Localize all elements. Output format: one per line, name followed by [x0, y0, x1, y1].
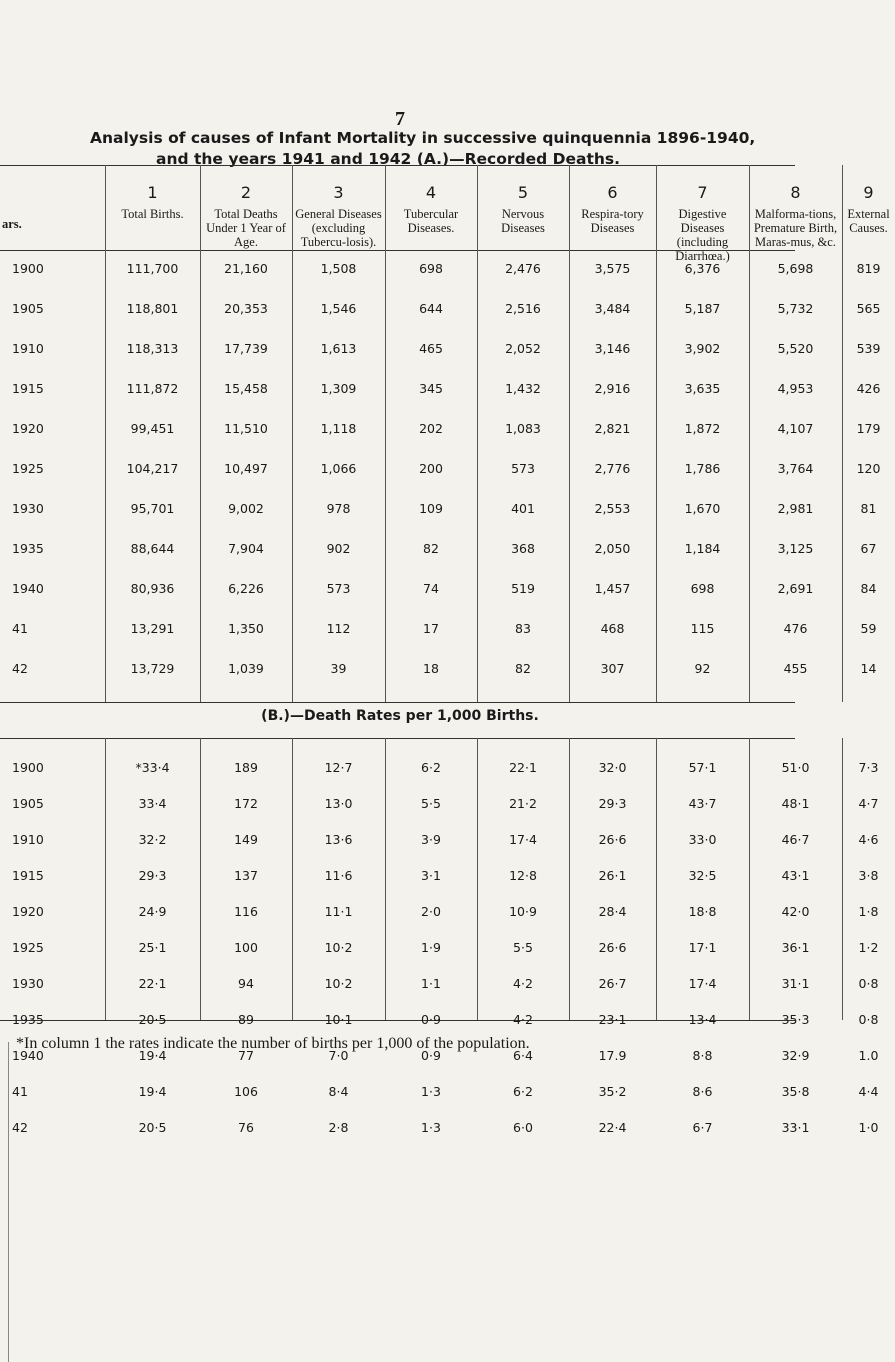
table-cell: 35·8: [781, 1084, 810, 1099]
table-cell: 18·8: [688, 904, 717, 919]
table-cell: 59: [860, 621, 877, 636]
table-cell: 74: [423, 581, 439, 596]
death-rates-subtitle: (B.)—Death Rates per 1,000 Births.: [261, 708, 539, 724]
table-cell: 2,516: [505, 301, 541, 316]
table-cell: 11·1: [324, 904, 353, 919]
table-cell: 13,729: [130, 661, 175, 676]
table-cell: 10·9: [509, 904, 537, 919]
table-cell: 36·1: [781, 940, 810, 955]
table-cell: 1.0: [858, 1048, 879, 1063]
table-cell: 5,520: [777, 341, 814, 356]
table-cell: 32·9: [781, 1048, 810, 1063]
column-header: Digestive Diseases (including Diarrhœa.): [675, 207, 730, 263]
table-cell: 20,353: [224, 301, 268, 316]
table-cell: 2,050: [594, 541, 631, 556]
row-year: 1900: [12, 760, 44, 775]
table-cell: 4·2: [513, 976, 533, 991]
table-cell: 51·0: [781, 760, 810, 775]
table-cell: 476: [783, 621, 808, 636]
table-cell: 6·2: [513, 1084, 533, 1099]
table-cell: 77: [238, 1048, 254, 1063]
table-cell: 32·2: [138, 832, 167, 847]
table-cell: 18: [423, 661, 439, 676]
table-cell: 2,776: [594, 461, 631, 476]
table-cell: 1,546: [320, 301, 357, 316]
table-cell: 3,125: [777, 541, 814, 556]
table-cell: 179: [856, 421, 881, 436]
table-cell: 1·3: [421, 1120, 441, 1135]
table-cell: 3,146: [594, 341, 631, 356]
table-cell: 118,313: [126, 341, 179, 356]
table-cell: 1,309: [320, 381, 357, 396]
table-cell: 82: [515, 661, 531, 676]
table-cell: 12·7: [324, 760, 353, 775]
table-cell: 22·4: [598, 1120, 627, 1135]
table-cell: 111,872: [126, 381, 179, 396]
table-cell: 401: [511, 501, 535, 516]
table-cell: 2·8: [328, 1120, 349, 1135]
table-cell: 99,451: [130, 421, 175, 436]
table-cell: 13·4: [688, 1012, 717, 1027]
footnote: *In column 1 the rates indicate the number of births per 1,000 of the population.: [16, 1035, 530, 1052]
table-cell: 0·8: [858, 1012, 879, 1027]
table-cell: 5,187: [684, 301, 721, 316]
table-cell: 0·9: [421, 1048, 441, 1063]
table-cell: 6·2: [421, 760, 441, 775]
table-cell: 2·0: [421, 904, 441, 919]
table-cell: 4·6: [858, 832, 879, 847]
column-header: Total Deaths Under 1 Year of Age.: [206, 207, 286, 249]
table-a-top-rule: [0, 165, 795, 166]
table-cell: 3·8: [858, 868, 879, 883]
table-cell: 7·3: [858, 760, 879, 775]
table-cell: 76: [238, 1120, 254, 1135]
table-cell: 2,981: [777, 501, 814, 516]
column-number: 6: [607, 183, 618, 202]
table-cell: 92: [694, 661, 711, 676]
table-cell: 8·4: [328, 1084, 349, 1099]
column-header: Nervous Diseases: [501, 207, 545, 235]
table-cell: 1·2: [858, 940, 879, 955]
row-year: 1920: [12, 421, 44, 436]
table-cell: 84: [860, 581, 877, 596]
table-cell: 106: [234, 1084, 258, 1099]
table-cell: 519: [511, 581, 535, 596]
table-cell: 1,039: [228, 661, 264, 676]
table-cell: 3,635: [684, 381, 721, 396]
table-cell: 67: [860, 541, 877, 556]
table-cell: 13,291: [130, 621, 175, 636]
table-cell: 9,002: [228, 501, 264, 516]
table-cell: 200: [419, 461, 443, 476]
table-cell: 14: [860, 661, 877, 676]
table-cell: 1,083: [505, 421, 541, 436]
table-cell: 2,691: [777, 581, 814, 596]
column-header: Tubercular Diseases.: [403, 207, 459, 235]
table-cell: 32·0: [598, 760, 627, 775]
table-cell: 43·1: [781, 868, 810, 883]
table-cell: 104,217: [126, 461, 179, 476]
row-year: 41: [12, 621, 28, 636]
table-cell: 111,700: [126, 261, 179, 276]
table-cell: 46·7: [781, 832, 810, 847]
table-cell: 6,226: [228, 581, 264, 596]
table-cell: 1,184: [684, 541, 721, 556]
table-cell: 644: [419, 301, 443, 316]
column-number: 2: [240, 183, 252, 202]
table-cell: 426: [856, 381, 881, 396]
table-cell: 902: [326, 541, 351, 556]
column-header: Malforma-tions, Premature Birth, Maras-mus, &c.: [753, 207, 838, 249]
table-cell: 345: [419, 381, 443, 396]
table-cell: 17: [423, 621, 439, 636]
table-cell: 19·4: [138, 1048, 167, 1063]
table-cell: 6,376: [684, 261, 721, 276]
row-year: 42: [12, 1120, 28, 1135]
table-cell: 28·4: [598, 904, 627, 919]
table-cell: 4,953: [777, 381, 814, 396]
left-margin-line: [8, 1042, 9, 1362]
table-cell: 19·4: [138, 1084, 167, 1099]
table-cell: 10·1: [324, 1012, 353, 1027]
table-cell: 0·8: [858, 976, 879, 991]
row-year: 1915: [12, 868, 44, 883]
table-cell: 17·4: [509, 832, 537, 847]
table-cell: 94: [238, 976, 254, 991]
table-cell: 3,902: [684, 341, 721, 356]
table-cell: 455: [783, 661, 808, 676]
row-year: 1900: [12, 261, 44, 276]
table-cell: 698: [419, 261, 443, 276]
table-cell: 80,936: [130, 581, 175, 596]
table-cell: 1·8: [858, 904, 879, 919]
table-cell: 115: [690, 621, 715, 636]
table-cell: 4·2: [513, 1012, 533, 1027]
row-year: 1940: [12, 581, 44, 596]
table-cell: 3,575: [594, 261, 631, 276]
table-cell: 17.9: [598, 1048, 627, 1063]
table-cell: 88,644: [130, 541, 175, 556]
table-cell: 1,066: [320, 461, 357, 476]
table-cell: 3·1: [421, 868, 441, 883]
table-cell: 29·3: [138, 868, 167, 883]
year-column-header: ars.: [2, 217, 22, 231]
table-cell: 1·9: [421, 940, 441, 955]
table-cell: 26·6: [598, 940, 627, 955]
table-cell: 149: [234, 832, 258, 847]
table-cell: 17,739: [224, 341, 268, 356]
row-year: 42: [12, 661, 28, 676]
table-cell: 42·0: [781, 904, 810, 919]
row-year: 1935: [12, 541, 44, 556]
table-cell: 10,497: [224, 461, 268, 476]
table-cell: 17·1: [688, 940, 717, 955]
row-year: 1905: [12, 301, 44, 316]
row-year: 1920: [12, 904, 44, 919]
table-cell: 4·4: [858, 1084, 879, 1099]
table-cell: 5,732: [777, 301, 814, 316]
page-title: [90, 128, 770, 170]
row-year: 1925: [12, 940, 44, 955]
table-cell: 1,786: [684, 461, 721, 476]
table-cell: 35·2: [598, 1084, 627, 1099]
table-cell: 10·2: [324, 940, 353, 955]
table-cell: 15,458: [224, 381, 268, 396]
table-cell: 118,801: [126, 301, 179, 316]
table-cell: 0·9: [421, 1012, 441, 1027]
table-cell: 48·1: [781, 796, 810, 811]
table-cell: 109: [419, 501, 443, 516]
table-cell: 33·1: [781, 1120, 810, 1135]
table-cell: 6·4: [513, 1048, 533, 1063]
table-cell: 21,160: [224, 261, 268, 276]
column-header: General Diseases (excluding Tubercu-losis).: [295, 207, 382, 249]
table-cell: 57·1: [688, 760, 717, 775]
table-cell: 20·5: [138, 1012, 167, 1027]
table-cell: 468: [600, 621, 625, 636]
table-cell: 95,701: [130, 501, 175, 516]
table-cell: 33·4: [138, 796, 167, 811]
table-cell: 4·7: [858, 796, 879, 811]
table-cell: 5,698: [777, 261, 814, 276]
table-cell: 82: [423, 541, 439, 556]
table-cell: 23·1: [598, 1012, 627, 1027]
table-cell: 43·7: [688, 796, 717, 811]
table-cell: 13·0: [324, 796, 353, 811]
table-cell: 539: [856, 341, 881, 356]
table-cell: 565: [856, 301, 881, 316]
table-cell: 2,553: [594, 501, 631, 516]
table-cell: 35·3: [781, 1012, 810, 1027]
table-cell: 1,872: [684, 421, 721, 436]
table-cell: 26·7: [598, 976, 627, 991]
row-year: 1915: [12, 381, 44, 396]
row-year: 1940: [12, 1048, 44, 1063]
table-cell: 83: [515, 621, 531, 636]
table-cell: 6·7: [692, 1120, 713, 1135]
table-cell: 25·1: [138, 940, 167, 955]
column-header: External Causes.: [847, 207, 890, 235]
table-cell: 20·5: [138, 1120, 167, 1135]
table-cell: 8·6: [692, 1084, 713, 1099]
column-number: 7: [697, 183, 708, 202]
table-cell: 11·6: [324, 868, 353, 883]
table-cell: 7·0: [328, 1048, 349, 1063]
table-cell: 32·5: [688, 868, 717, 883]
table-cell: *33·4: [135, 760, 170, 775]
table-cell: 31·1: [781, 976, 810, 991]
table-cell: 21·2: [509, 796, 537, 811]
table-cell: 22·1: [509, 760, 537, 775]
table-cell: 1,457: [594, 581, 631, 596]
row-year: 1925: [12, 461, 44, 476]
table-cell: 4,107: [777, 421, 814, 436]
row-year: 1935: [12, 1012, 44, 1027]
column-number: 3: [333, 183, 344, 202]
column-number: 4: [425, 183, 437, 202]
table-cell: 465: [419, 341, 443, 356]
column-number: 9: [863, 183, 874, 202]
table-cell: 1,670: [684, 501, 721, 516]
table-cell: 2,916: [594, 381, 631, 396]
table-cell: 12·8: [509, 868, 537, 883]
table-cell: 24·9: [138, 904, 167, 919]
row-year: 41: [12, 1084, 28, 1099]
table-cell: 1,350: [228, 621, 264, 636]
title-line-2: and the years 1941 and 1942 (A.)—Recorded Deaths.: [156, 150, 621, 168]
table-cell: 3,764: [777, 461, 814, 476]
table-cell: 202: [419, 421, 443, 436]
table-cell: 26·1: [598, 868, 627, 883]
table-a-bottom-rule: [0, 702, 795, 703]
table-cell: 6·0: [513, 1120, 533, 1135]
column-number: 8: [790, 183, 801, 202]
row-year: 1905: [12, 796, 44, 811]
table-cell: 5·5: [513, 940, 533, 955]
table-cell: 2,052: [505, 341, 541, 356]
row-year: 1930: [12, 976, 44, 991]
table-cell: 29·3: [598, 796, 627, 811]
table-cell: 100: [234, 940, 258, 955]
table-cell: 17·4: [688, 976, 717, 991]
table-cell: 307: [600, 661, 625, 676]
table-cell: 819: [856, 261, 881, 276]
table-cell: 1,432: [505, 381, 541, 396]
title-line-1: Analysis of causes of Infant Mortality in successive quinquennia 1896-1940,: [90, 129, 756, 147]
table-cell: 573: [326, 581, 351, 596]
table-cell: 1,118: [320, 421, 357, 436]
table-cell: 3·9: [421, 832, 441, 847]
column-number: 1: [147, 183, 158, 202]
column-header: Total Births.: [121, 207, 184, 221]
table-cell: 116: [234, 904, 258, 919]
table-cell: 573: [511, 461, 535, 476]
table-cell: 33·0: [688, 832, 717, 847]
column-number: 5: [517, 183, 529, 202]
table-cell: 172: [234, 796, 258, 811]
table-cell: 698: [690, 581, 715, 596]
row-year: 1910: [12, 832, 44, 847]
table-cell: 1·0: [858, 1120, 879, 1135]
table-cell: 2,476: [505, 261, 541, 276]
page-number: 7: [395, 108, 405, 130]
table-cell: 81: [860, 501, 877, 516]
table-cell: 137: [234, 868, 258, 883]
table-cell: 2,821: [594, 421, 631, 436]
table-cell: 1,508: [320, 261, 357, 276]
table-cell: 22·1: [138, 976, 167, 991]
table-b-top-rule: [0, 738, 795, 739]
table-cell: 13·6: [324, 832, 353, 847]
table-cell: 5·5: [421, 796, 441, 811]
table-cell: 189: [234, 760, 258, 775]
table-cell: 978: [326, 501, 351, 516]
table-cell: 8·8: [692, 1048, 713, 1063]
column-header: Respira-tory Diseases: [581, 207, 644, 235]
table-cell: 368: [511, 541, 535, 556]
table-cell: 3,484: [594, 301, 631, 316]
table-cell: 1·3: [421, 1084, 441, 1099]
table-cell: 11,510: [224, 421, 268, 436]
table-cell: 26·6: [598, 832, 627, 847]
table-cell: 1,613: [320, 341, 357, 356]
table-cell: 89: [238, 1012, 254, 1027]
table-cell: 39: [330, 661, 347, 676]
table-cell: 120: [856, 461, 881, 476]
row-year: 1930: [12, 501, 44, 516]
table-cell: 10·2: [324, 976, 353, 991]
table-cell: 112: [326, 621, 351, 636]
table-cell: 1·1: [421, 976, 441, 991]
row-year: 1910: [12, 341, 44, 356]
table-cell: 7,904: [228, 541, 264, 556]
